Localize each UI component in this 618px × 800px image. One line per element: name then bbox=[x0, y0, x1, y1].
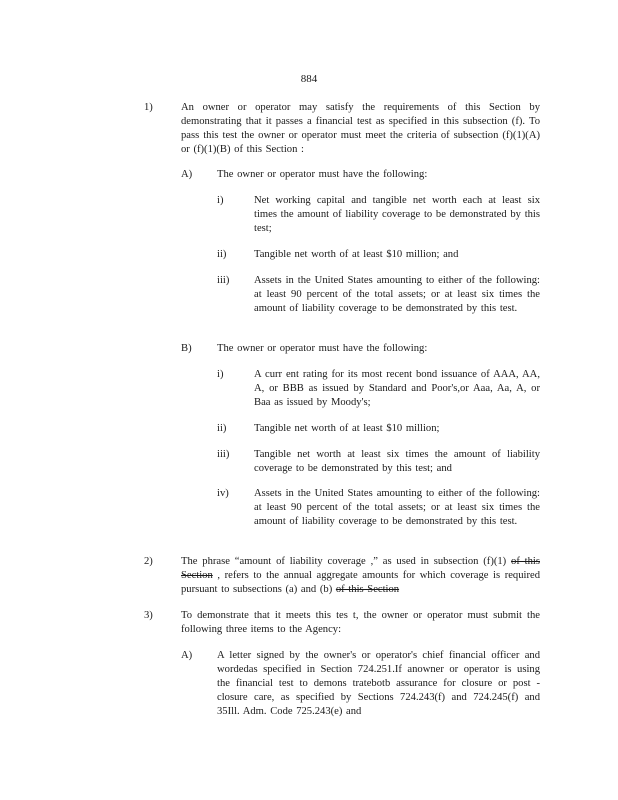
item-1-A-i-label: i) bbox=[217, 195, 224, 206]
item-1-label: 1) bbox=[144, 102, 153, 113]
item-1-B-iv-label: iv) bbox=[217, 488, 229, 499]
item-1-A-text: The owner or operator must have the following: bbox=[217, 169, 428, 180]
item-1-text: An owner or operator may satisfy the requirements of this Section by demonstrating that it passes a financial test as specified in this subsection (f). To pass this test the owner or operator must meet the criteria of subsection (f)(1)(A) or (f)(1)(B) of this Section : bbox=[181, 102, 540, 155]
item-2-text-b: , refers to the annual aggregate amounts for which coverage is required pursuant to subsections (a) and (b) bbox=[181, 570, 540, 595]
item-1-B-i-text: A curr ent rating for its most recent bond issuance of AAA, AA, A, or BBB as issued by Standard and Poor's,or Aaa, Aa, A, or Baa as issued by Moody's; bbox=[254, 369, 540, 408]
item-2-text-a: The phrase “amount of liability coverage ,” as used in subsection (f)(1) bbox=[181, 556, 512, 567]
item-1-A-i bbox=[217, 194, 540, 236]
item-2-text bbox=[181, 555, 540, 597]
item-1-A-ii-label: ii) bbox=[217, 249, 227, 260]
item-1-A-ii bbox=[217, 248, 540, 262]
item-1-B-ii-label: ii) bbox=[217, 423, 227, 434]
item-3-label: 3) bbox=[144, 610, 153, 621]
item-3-A-text: A letter signed by the owner's or operator's chief financial officer and wordedas specified in Section 724.251.If anowner or operator is using the financial test to demons tratebotb assurance for closure or post -closure care, as specified by Sections 724.243(f) and 724.245(f) and 35Ill. Adm. Code 725.243(e) and bbox=[217, 650, 540, 717]
item-2-strike-a: of this Section bbox=[181, 556, 540, 581]
item-1-B-i bbox=[217, 368, 540, 410]
item-1-A-iii-text: Assets in the United States amounting to either of the following: at least 90 percent of the total assets; or at least six times the amount of liability coverage to be demonstrated by this test. bbox=[254, 275, 540, 314]
item-1-B-iv-text: Assets in the United States amounting to either of the following: at least 90 percent of the total assets; or at least six times the amount of liability coverage to be demonstrated by this test. bbox=[254, 488, 540, 527]
item-1-B-ii bbox=[217, 422, 540, 436]
item-1-B-iii-label: iii) bbox=[217, 449, 230, 460]
item-1-B-iii bbox=[217, 448, 540, 476]
item-2 bbox=[144, 555, 540, 597]
item-1-B-i-label: i) bbox=[217, 369, 224, 380]
item-1-A-i-text: Net working capital and tangible net worth each at least six times the amount of liability coverage to be demonstrated by this test; bbox=[254, 195, 540, 234]
item-1-B-iii-text: Tangible net worth at least six times the amount of liability coverage to be demonstrated by this test; and bbox=[254, 449, 540, 474]
item-2-strike-b: of this Section bbox=[335, 584, 400, 595]
item-1-B-text: The owner or operator must have the following: bbox=[217, 343, 428, 354]
item-1-A bbox=[181, 168, 540, 182]
item-1-B-iv bbox=[217, 487, 540, 529]
item-3 bbox=[144, 609, 540, 637]
page-number: 884 bbox=[300, 73, 318, 85]
item-1 bbox=[144, 101, 540, 157]
item-1-A-ii-text: Tangible net worth of at least $10 million; and bbox=[254, 249, 459, 260]
item-1-A-iii bbox=[217, 274, 540, 316]
item-3-A-label: A) bbox=[181, 650, 193, 661]
item-1-B-label: B) bbox=[181, 343, 192, 354]
item-3-text: To demonstrate that it meets this tes t, the owner or operator must submit the following three items to the Agency: bbox=[181, 610, 540, 635]
item-2-label: 2) bbox=[144, 556, 153, 567]
item-1-A-iii-label: iii) bbox=[217, 275, 230, 286]
item-1-B-ii-text: Tangible net worth of at least $10 million; bbox=[254, 423, 440, 434]
item-1-A-label: A) bbox=[181, 169, 193, 180]
item-3-A bbox=[181, 649, 540, 719]
item-1-B bbox=[181, 342, 540, 356]
